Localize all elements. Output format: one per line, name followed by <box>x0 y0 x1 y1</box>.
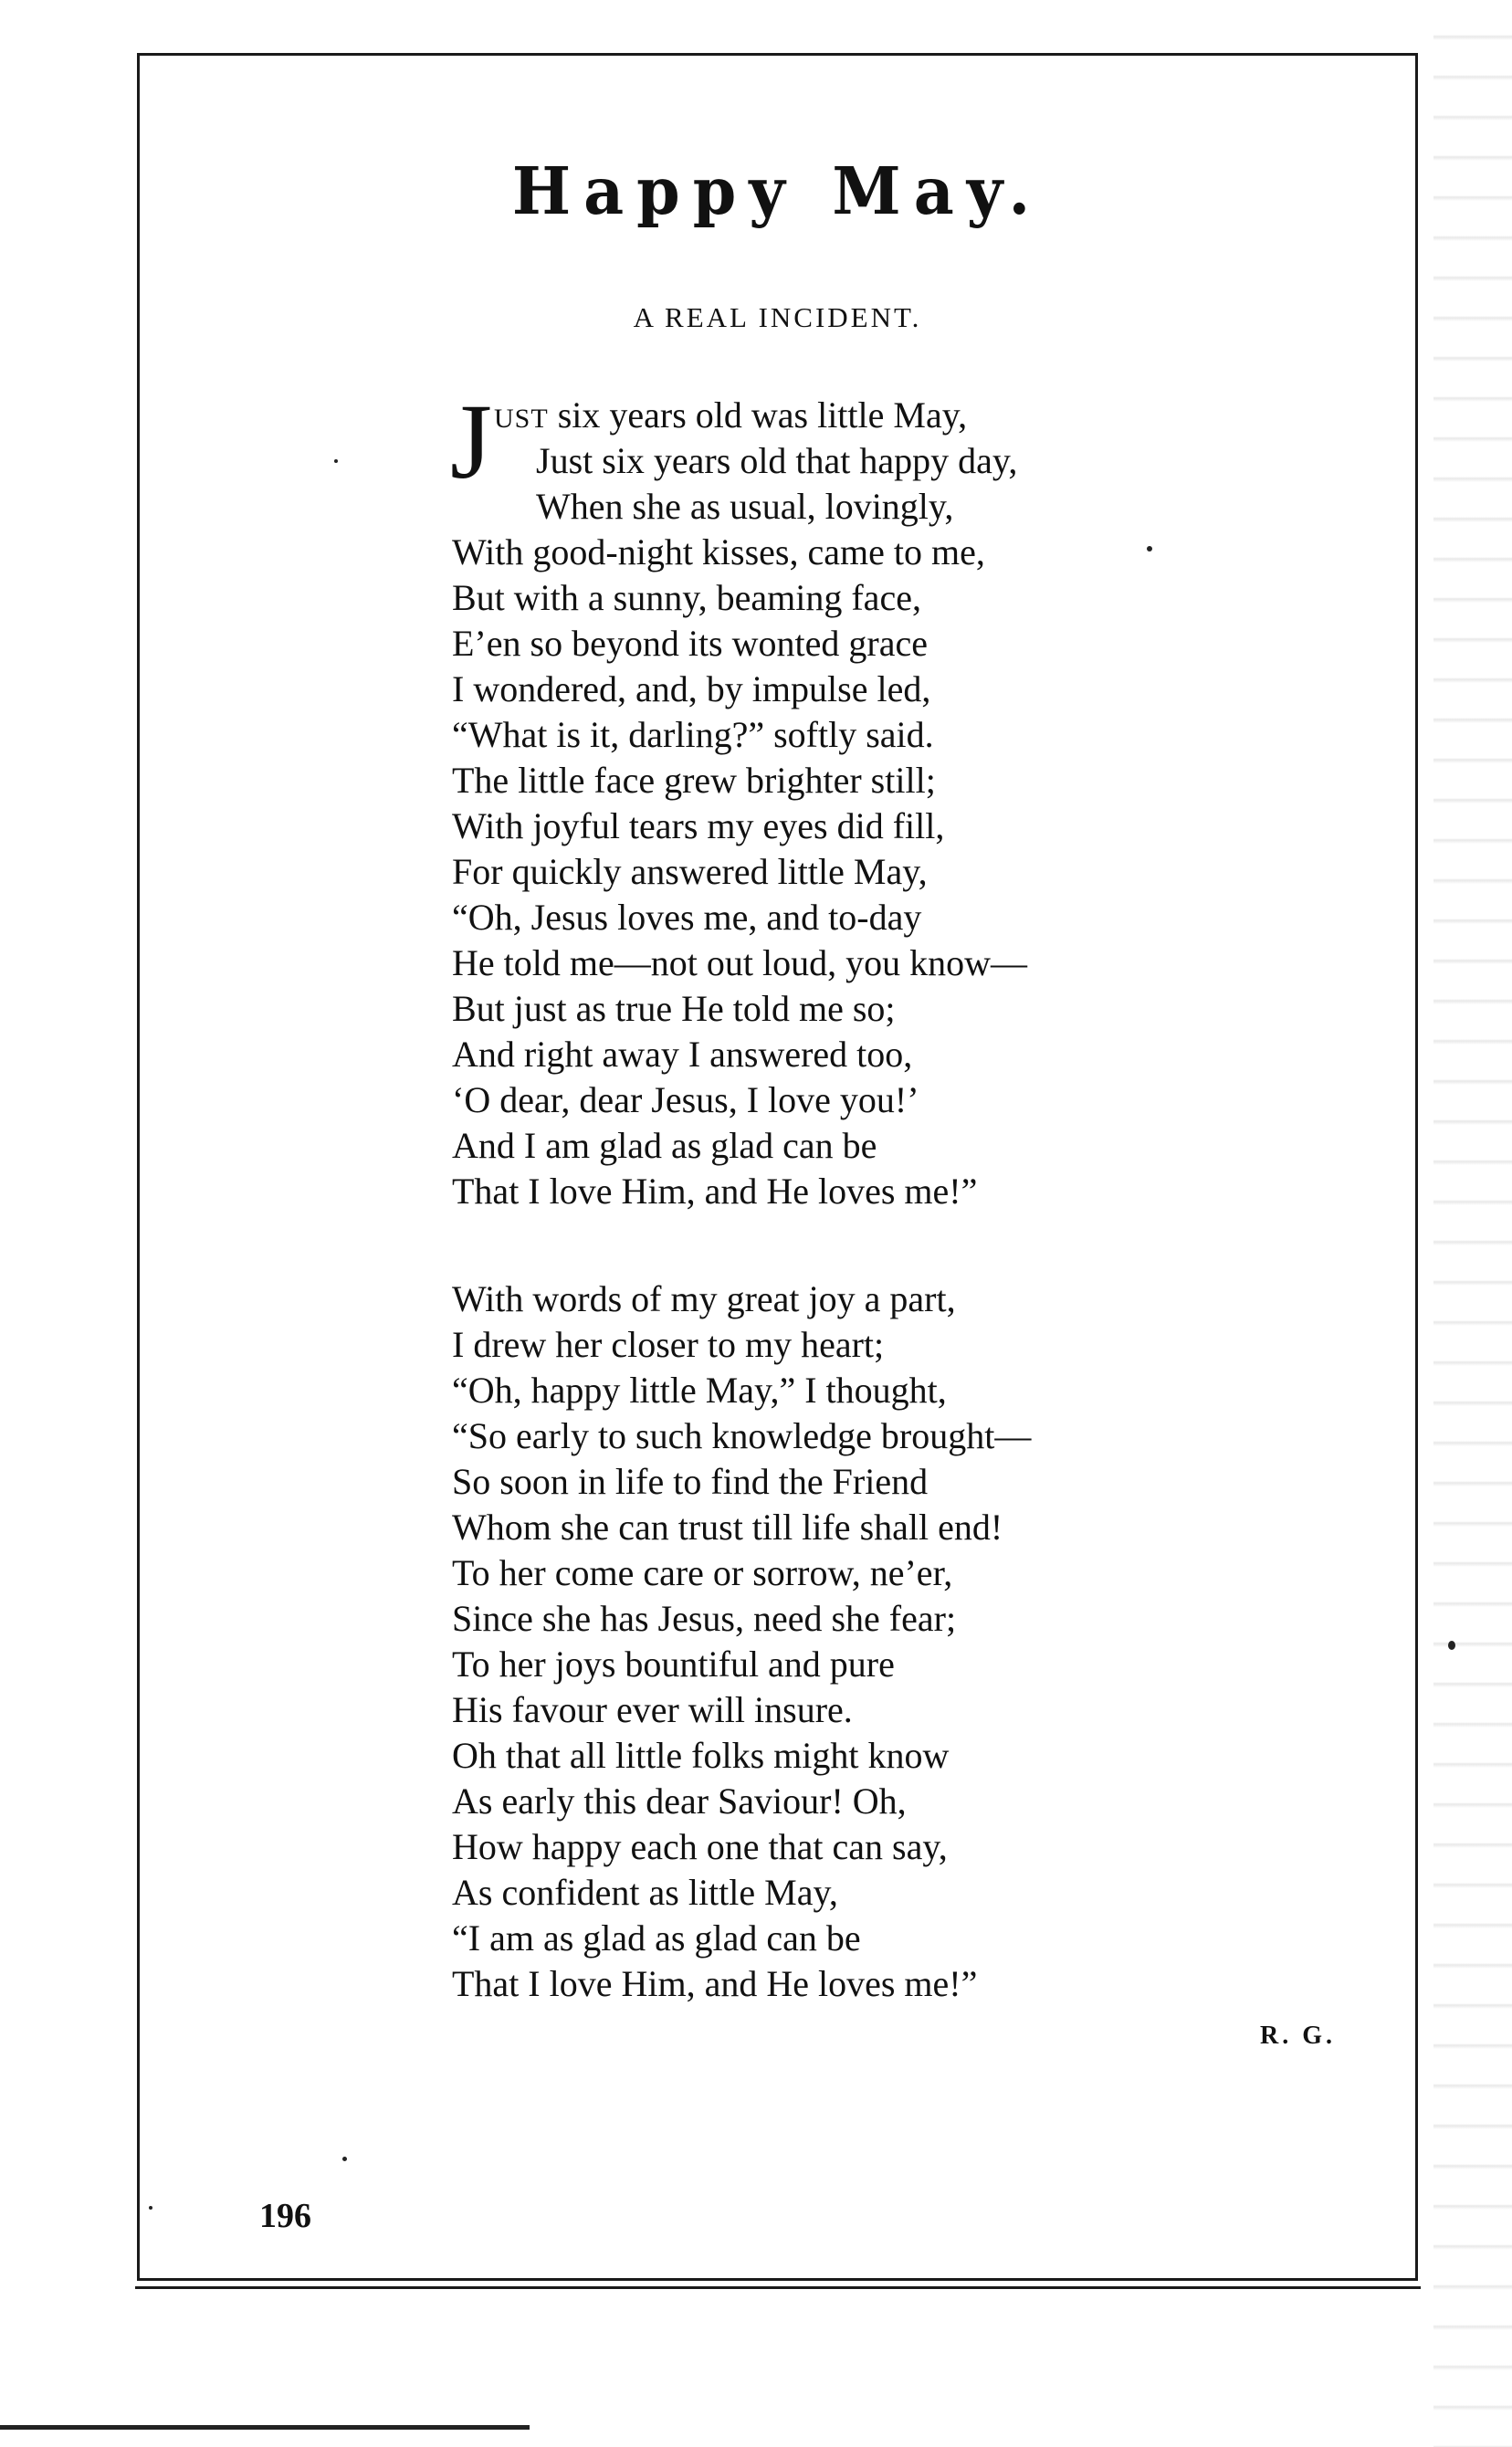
drop-cap: J <box>450 382 492 501</box>
ink-speck <box>1448 1641 1455 1650</box>
poem-line: And I am glad as glad can be <box>452 1125 877 1166</box>
poem-line: With words of my great joy a part, <box>452 1278 956 1319</box>
poem-line: As early this dear Saviour! Oh, <box>452 1780 907 1822</box>
poem-line: The little face grew brighter still; <box>452 760 936 801</box>
poem-line: ‘O dear, dear Jesus, I love you!’ <box>452 1079 919 1120</box>
ink-speck <box>1147 546 1152 551</box>
poem-line: For quickly answered little May, <box>452 851 928 892</box>
poem-line: Oh that all little folks might know <box>452 1735 950 1776</box>
author-signature: R. G. <box>1260 2022 1336 2050</box>
ink-speck <box>334 459 338 463</box>
poem-line: And right away I answered too, <box>452 1034 913 1075</box>
poem-line: “What is it, darling?” softly said. <box>452 714 934 755</box>
ink-speck <box>149 2206 152 2210</box>
small-caps-text: UST <box>494 404 549 434</box>
page-number: 196 <box>259 2197 311 2235</box>
poem-line: With good-night kisses, came to me, <box>452 531 985 572</box>
poem-line: E’en so beyond its wonted grace <box>452 623 928 664</box>
poem-line: Just six years old that happy day, <box>536 440 1018 481</box>
poem-line: But with a sunny, beaming face, <box>452 577 921 618</box>
poem-line: How happy each one that can say, <box>452 1826 948 1867</box>
bottom-rule <box>135 2286 1421 2289</box>
poem-line: When she as usual, lovingly, <box>536 486 954 527</box>
poem-line: That I love Him, and He loves me!” <box>452 1963 978 2004</box>
poem-line: But just as true He told me so; <box>452 988 896 1029</box>
poem-line: His favour ever will insure. <box>452 1689 853 1730</box>
poem-line: As confident as little May, <box>452 1872 838 1913</box>
poem-subtitle: A REAL INCIDENT. <box>633 301 922 333</box>
poem-line: Since she has Jesus, need she fear; <box>452 1598 957 1639</box>
poem-line: Whom she can trust till life shall end! <box>452 1507 1003 1548</box>
poem-line <box>452 393 1274 438</box>
first-line-rest: six years old was little May, <box>548 394 968 436</box>
poem-line: So soon in life to find the Friend <box>452 1461 929 1502</box>
poem-line: I drew her closer to my heart; <box>452 1324 885 1365</box>
poem-line: “Oh, happy little May,” I thought, <box>452 1370 947 1411</box>
page-edge-shadow <box>1433 0 1512 2447</box>
scan-edge-band <box>0 2425 530 2430</box>
stanza-1 <box>450 382 1274 1214</box>
poem-line: “I am as glad as glad can be <box>452 1917 861 1959</box>
stanza-2 <box>452 1276 1274 2007</box>
poem-line: I wondered, and, by impulse led, <box>452 668 931 709</box>
ink-speck <box>342 2157 347 2161</box>
poem-line: He told me—not out loud, you know— <box>452 942 1027 983</box>
poem-line: To her joys bountiful and pure <box>452 1644 895 1685</box>
poem-line: “Oh, Jesus loves me, and to-day <box>452 897 922 938</box>
poem-line: To her come care or sorrow, ne’er, <box>452 1552 953 1593</box>
poem-line: “So early to such knowledge brought— <box>452 1415 1032 1456</box>
poem-line: With joyful tears my eyes did fill, <box>452 805 945 846</box>
poem-line: That I love Him, and He loves me!” <box>452 1171 978 1212</box>
poem-title: Happy May. <box>511 153 1044 230</box>
